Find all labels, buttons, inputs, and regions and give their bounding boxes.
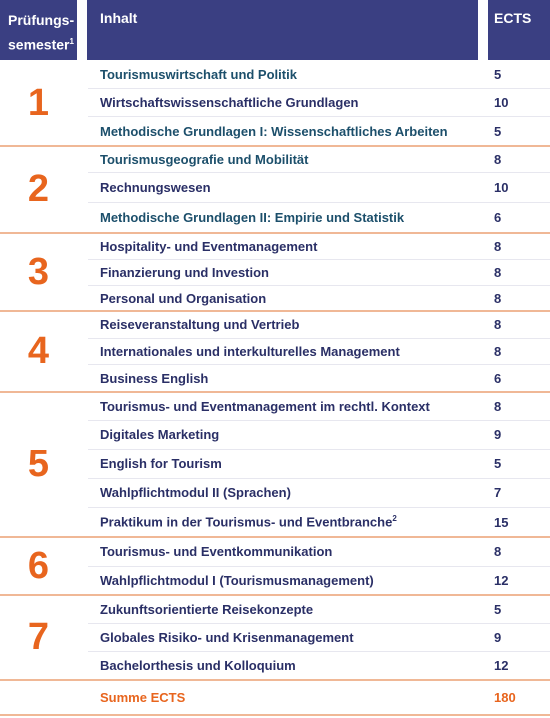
table-row (88, 202, 550, 233)
module-title (88, 485, 488, 500)
module-ects: 8 (494, 343, 502, 359)
module-title (88, 544, 488, 559)
semester-cell (0, 537, 77, 595)
table-row (88, 537, 550, 566)
table-row (88, 566, 550, 595)
semester-group (0, 311, 550, 392)
module-title-text: Hospitality- und Eventmanagement (100, 238, 318, 254)
module-title (88, 630, 488, 645)
table-row (88, 311, 550, 338)
module-ects: 5 (494, 456, 502, 471)
module-ects: 7 (494, 485, 502, 500)
module-title (88, 152, 488, 167)
semester-group (0, 60, 550, 146)
semester-number: 4 (27, 330, 50, 372)
header-divider (77, 0, 87, 60)
header-divider (478, 0, 488, 60)
module-ects: 12 (494, 573, 509, 588)
module-title-text: Internationales und interkulturelles Management (100, 343, 400, 359)
semester-group (0, 392, 550, 537)
table-row (88, 651, 550, 680)
semester-number: 6 (27, 544, 50, 587)
table-bottom-divider (0, 714, 550, 716)
module-title (88, 399, 488, 414)
module-title (88, 210, 488, 225)
table-row (88, 623, 550, 651)
summary-label: Summe ECTS (100, 689, 186, 705)
table-row (88, 172, 550, 202)
group-divider (0, 679, 550, 681)
module-title-text: Zukunftsorientierte Reisekonzepte (100, 601, 314, 617)
semester-number: 5 (27, 443, 50, 485)
table-row (88, 116, 550, 146)
module-title-text: Rechnungswesen (100, 179, 211, 195)
table-row (88, 449, 550, 478)
table-row (88, 507, 550, 537)
module-ects: 8 (494, 151, 502, 167)
module-ects: 12 (494, 658, 509, 673)
module-title (88, 265, 488, 280)
module-ects: 8 (494, 290, 502, 306)
module-ects: 6 (494, 210, 502, 225)
table-row (88, 146, 550, 172)
semester-number: 3 (27, 250, 50, 293)
module-title-text: Wirtschaftswissenschaftliche Grundlagen (100, 94, 359, 110)
module-footnote: 2 (392, 514, 397, 524)
semester-group (0, 146, 550, 233)
semester-cell (0, 392, 77, 537)
module-title-text: Globales Risiko- und Krisenmanagement (100, 629, 354, 645)
module-title-text: Tourismusgeografie und Mobilität (100, 151, 309, 167)
module-title-text: Finanzierung und Investion (100, 264, 269, 280)
module-title (88, 371, 488, 386)
module-title-text: Tourismus- und Eventmanagement im rechtl. Kontext (100, 398, 430, 414)
module-title (88, 239, 488, 254)
module-ects: 10 (494, 94, 509, 110)
header-semester-line1: Prüfungs- (8, 12, 75, 28)
semester-group (0, 537, 550, 595)
semester-cell (0, 146, 77, 233)
table-row (88, 88, 550, 116)
module-ects: 5 (494, 66, 502, 82)
module-title (88, 658, 488, 673)
table-row (88, 259, 550, 285)
module-title (88, 317, 488, 332)
module-title-text: Digitales Marketing (100, 427, 220, 442)
semester-cell (0, 60, 77, 146)
table-row (88, 364, 550, 392)
module-ects: 9 (494, 629, 502, 645)
module-title (88, 573, 488, 588)
semester-number: 1 (27, 81, 50, 124)
summary-ects: 180 (494, 689, 516, 705)
header-semester-line2: semester (8, 36, 70, 53)
table-row (88, 420, 550, 449)
header-semester-footnote: 1 (69, 37, 74, 46)
module-ects: 5 (494, 123, 502, 139)
module-ects: 8 (494, 238, 502, 254)
semester-number: 7 (27, 616, 50, 658)
module-title (88, 344, 488, 359)
module-title-text: Bachelorthesis und Kolloquium (100, 658, 296, 673)
table-row (88, 285, 550, 311)
semester-cell (0, 233, 77, 311)
module-ects: 6 (494, 370, 502, 386)
module-title (88, 180, 488, 195)
module-title (88, 602, 488, 617)
table-row (88, 338, 550, 364)
module-title (88, 514, 488, 529)
header-ects: ECTS (494, 10, 532, 26)
module-title (88, 95, 488, 110)
module-title-text: Wahlpflichtmodul II (Sprachen) (100, 485, 291, 500)
module-title (88, 67, 488, 82)
module-title-text: Methodische Grundlagen II: Empirie und Statistik (100, 210, 405, 225)
module-title (88, 124, 488, 139)
header-semester (0, 0, 77, 60)
module-title-text: Praktikum in der Tourismus- und Eventbranche (100, 514, 393, 530)
module-ects: 9 (494, 427, 502, 442)
header-content: Inhalt (100, 10, 138, 26)
module-title-text: English for Tourism (100, 456, 222, 471)
module-ects: 10 (494, 179, 509, 195)
summary-row (88, 682, 550, 712)
semester-cell (0, 595, 77, 680)
module-title-text: Methodische Grundlagen I: Wissenschaftliches Arbeiten (100, 123, 448, 139)
module-title-text: Personal und Organisation (100, 290, 267, 306)
table-row (88, 60, 550, 88)
module-title-text: Tourismus- und Eventkommunikation (100, 544, 333, 559)
module-title (88, 291, 488, 306)
semester-number: 2 (27, 168, 50, 210)
table-row (88, 478, 550, 507)
semester-group (0, 595, 550, 680)
module-ects: 8 (494, 317, 502, 332)
semester-group (0, 233, 550, 311)
semester-cell (0, 311, 77, 392)
module-title (88, 456, 488, 471)
module-title-text: Wahlpflichtmodul I (Tourismusmanagement) (100, 573, 374, 588)
module-ects: 5 (494, 601, 502, 617)
table-header (0, 0, 550, 60)
module-title-text: Reiseveranstaltung und Vertrieb (100, 317, 300, 332)
table-row (88, 392, 550, 420)
table-row (88, 233, 550, 259)
module-title-text: Tourismuswirtschaft und Politik (100, 66, 297, 82)
module-title (88, 427, 488, 442)
module-ects: 8 (494, 398, 502, 414)
module-title-text: Business English (100, 370, 209, 386)
module-ects: 15 (494, 514, 509, 530)
table-row (88, 595, 550, 623)
module-ects: 8 (494, 264, 502, 280)
module-ects: 8 (494, 544, 502, 559)
